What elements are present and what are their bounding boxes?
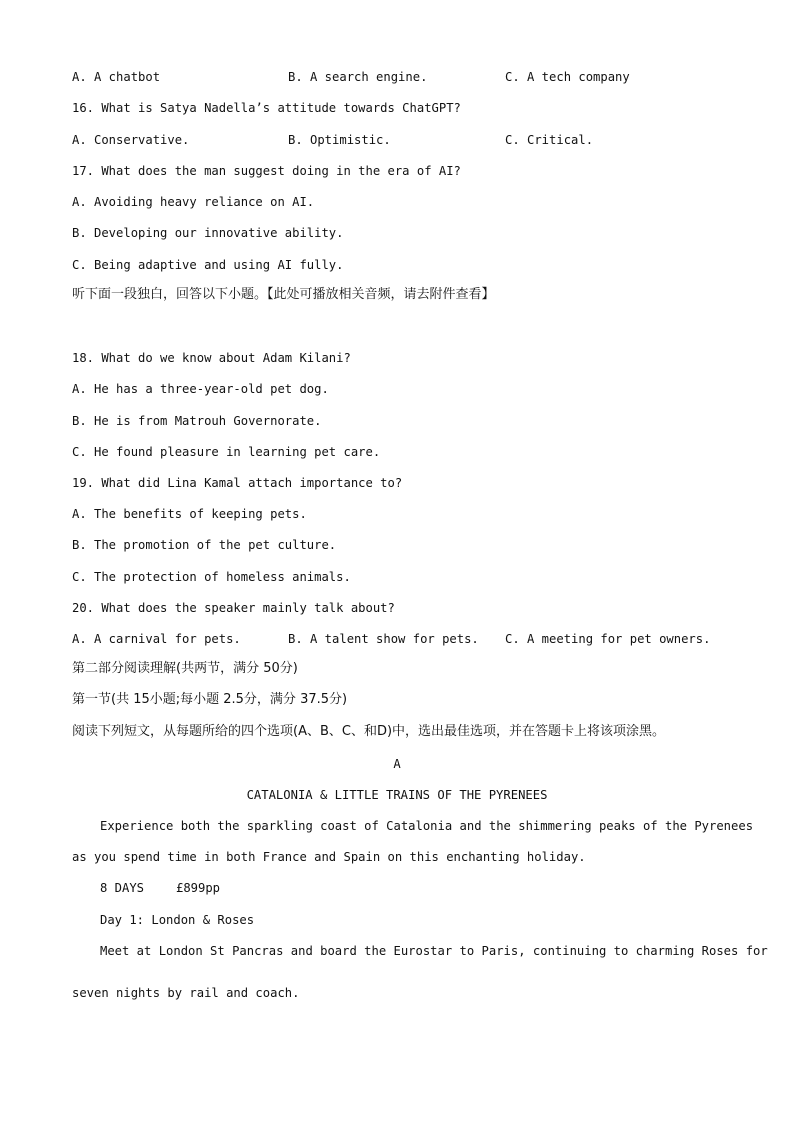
q16-option-b: B. Optimistic. xyxy=(288,133,391,147)
day1-line2: seven nights by rail and coach. xyxy=(72,986,300,1000)
q16-option-a: A. Conservative. xyxy=(72,133,190,147)
q17-question: 17. What does the man suggest doing in the era of AI? xyxy=(72,164,461,178)
q15-option-c: C. A tech company xyxy=(505,70,630,84)
monologue-instruction: 听下面一段独白，回答以下小题。【此处可播放相关音频，请去附件查看】 xyxy=(72,287,495,302)
q18-option-c: C. He found pleasure in learning pet care. xyxy=(72,445,381,459)
q16-option-c: C. Critical. xyxy=(505,133,594,147)
q18-question: 18. What do we know about Adam Kilani? xyxy=(72,351,351,365)
q20-option-c: C. A meeting for pet owners. xyxy=(505,632,711,646)
passage-price: £899pp xyxy=(176,881,221,895)
passage-days: 8 DAYS xyxy=(100,881,145,895)
q20-question: 20. What does the speaker mainly talk about? xyxy=(72,601,395,615)
q20-option-b: B. A talent show for pets. xyxy=(288,632,479,646)
passage-intro-line1: Experience both the sparkling coast of Catalonia and the shimmering peaks of the Pyrenees xyxy=(100,819,754,833)
passage-intro-line2: as you spend time in both France and Spain on this enchanting holiday. xyxy=(72,850,586,864)
q19-option-c: C. The protection of homeless animals. xyxy=(72,570,351,584)
day1-line1: Meet at London St Pancras and board the Eurostar to Paris, continuing to charming Roses for xyxy=(100,944,768,958)
passage-title: CATALONIA & LITTLE TRAINS OF THE PYRENEES xyxy=(246,788,548,802)
q17-option-b: B. Developing our innovative ability. xyxy=(72,226,344,240)
q16-question: 16. What is Satya Nadella’s attitude towards ChatGPT? xyxy=(72,101,461,115)
passage-label: A xyxy=(393,757,401,771)
q19-question: 19. What did Lina Kamal attach importance to? xyxy=(72,476,403,490)
q19-option-b: B. The promotion of the pet culture. xyxy=(72,538,337,552)
q17-option-c: C. Being adaptive and using AI fully. xyxy=(72,258,344,272)
q18-option-b: B. He is from Matrouh Governorate. xyxy=(72,414,322,428)
part2-title: 第二部分阅读理解(共两节，满分 50分) xyxy=(72,661,298,676)
section1-title: 第一节(共 15小题;每小题 2.5分，满分 37.5分) xyxy=(72,692,348,707)
day1-title: Day 1: London & Roses xyxy=(100,913,255,927)
q18-option-a: A. He has a three-year-old pet dog. xyxy=(72,382,329,396)
q20-option-a: A. A carnival for pets. xyxy=(72,632,241,646)
q15-option-b: B. A search engine. xyxy=(288,70,428,84)
q17-option-a: A. Avoiding heavy reliance on AI. xyxy=(72,195,315,209)
q19-option-a: A. The benefits of keeping pets. xyxy=(72,507,307,521)
q15-option-a: A. A chatbot xyxy=(72,70,161,84)
reading-instruction: 阅读下列短文，从每题所给的四个选项(A、B、C、和D)中，选出最佳选项，并在答题卡上将该项涂黑。 xyxy=(72,724,666,739)
